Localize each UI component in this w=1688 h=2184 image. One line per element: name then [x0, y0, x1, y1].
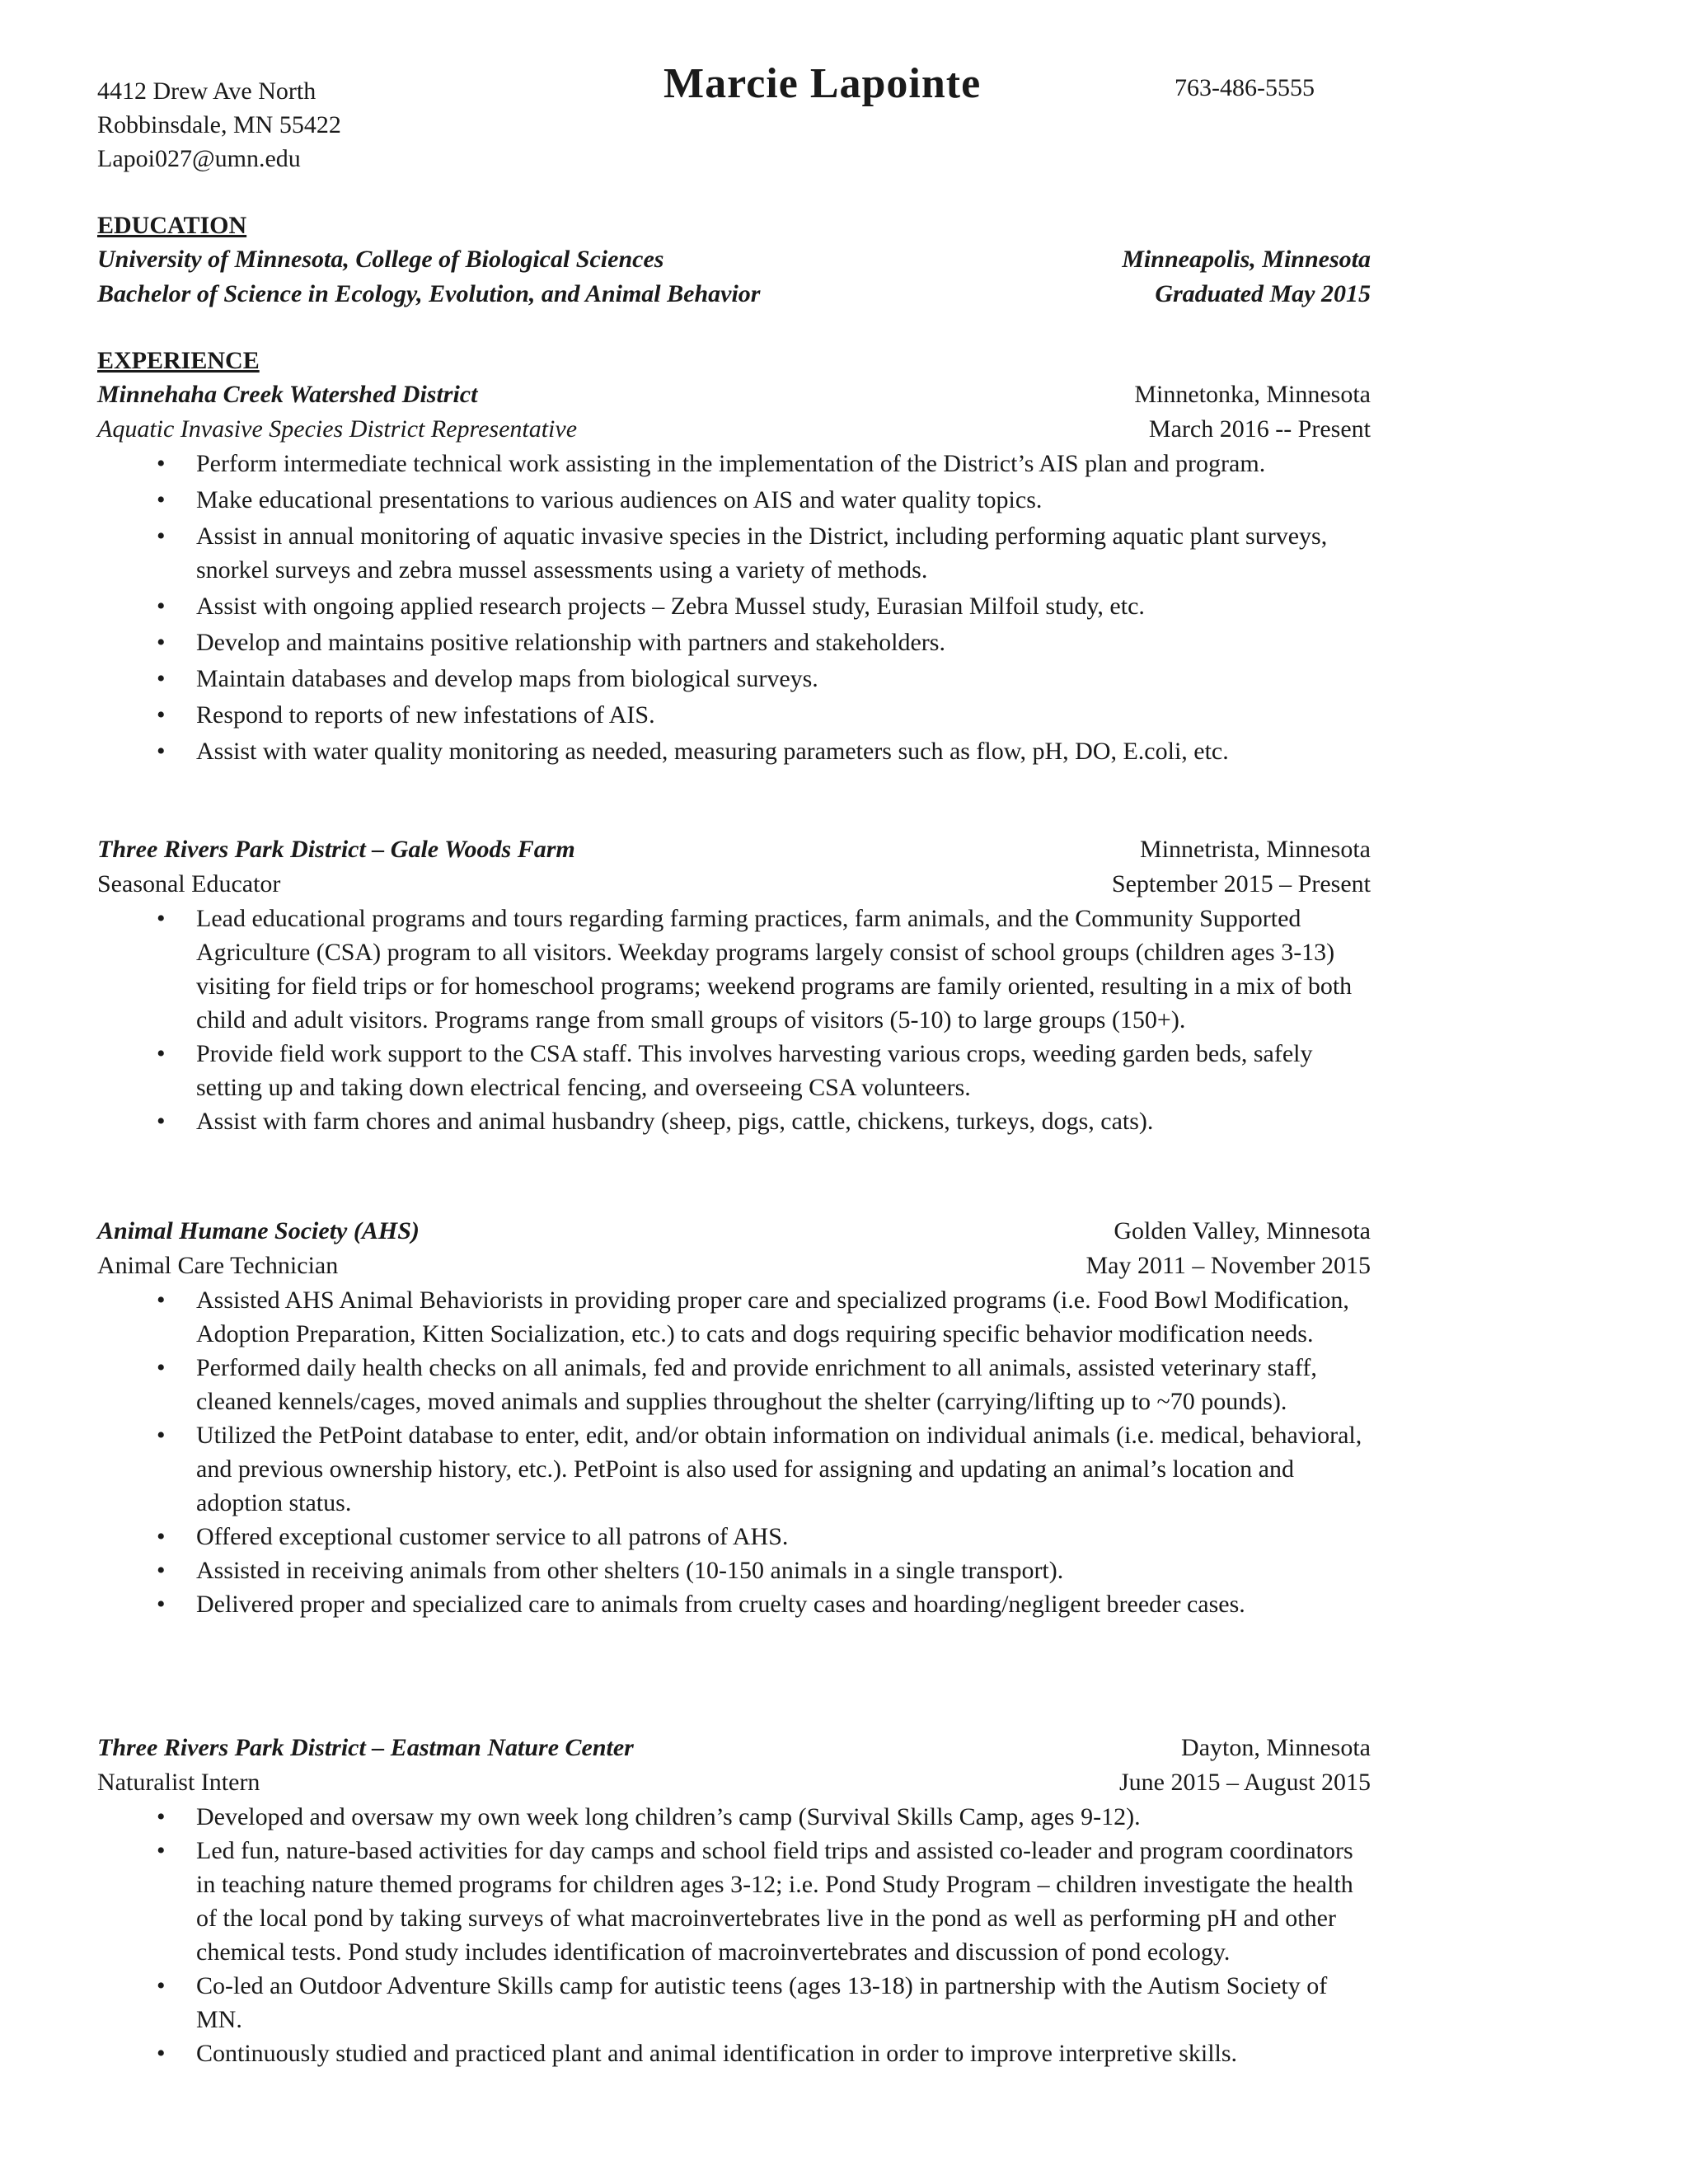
bullet-item: • Assist with ongoing applied research projects – Zebra Mussel study, Eurasian Milfoil study, etc. [97, 589, 1371, 623]
job-dates: June 2015 – August 2015 [1118, 1769, 1371, 1796]
bullet-item: • Performed daily health checks on all animals, fed and provide enrichment to all animals, assisted veterinary staff, cleaned kennels/cages, moved animals and supplies throughout the shelter (carrying/lifting up to ~70 pounds). [97, 1351, 1371, 1418]
bullet-item: • Perform intermediate technical work assisting in the implementation of the District’s AIS plan and program. [97, 447, 1371, 480]
bullet-item: • Led fun, nature-based activities for day camps and school field trips and assisted co-leader and program coordinators in teaching nature themed programs for children ages 3-12; i.e. Pond Study Program – children investigate the health of the local pond by taking surveys of what macroinvertebrates live in the pond as well as performing pH and other chemical tests. Pond study includes identification of macroinvertebrates and discussion of pond ecology. [97, 1834, 1371, 1969]
education-heading: EDUCATION [97, 212, 247, 239]
bullet-item: • Assist in annual monitoring of aquatic invasive species in the District, including performing aquatic plant surveys, snorkel surveys and zebra mussel assessments using a variety of methods. [97, 519, 1371, 587]
job-bullets [97, 447, 1371, 768]
degree: Bachelor of Science in Ecology, Evolution, and Animal Behavior [97, 280, 761, 307]
employer: Animal Humane Society (AHS) [97, 1217, 420, 1244]
experience-heading: EXPERIENCE [97, 347, 260, 374]
bullet-item: • Assist with farm chores and animal husbandry (sheep, pigs, cattle, chickens, turkeys, dogs, cats). [97, 1104, 1371, 1138]
job-title: Aquatic Invasive Species District Representative [97, 415, 578, 443]
job-entry [97, 377, 1371, 771]
job-location: Minnetonka, Minnesota [1134, 381, 1371, 408]
graduation-date: Graduated May 2015 [1155, 280, 1371, 307]
phone-number: 763-486-5555 [1175, 74, 1315, 101]
bullet-item: • Maintain databases and develop maps from biological surveys. [97, 662, 1371, 696]
bullet-item: • Continuously studied and practiced plant and animal identification in order to improve interpretive skills. [97, 2036, 1371, 2070]
experience-section [97, 344, 1371, 377]
school-name: University of Minnesota, College of Biological Sciences [97, 246, 664, 273]
employer: Three Rivers Park District – Gale Woods Farm [97, 836, 575, 863]
bullet-item: • Respond to reports of new infestations of AIS. [97, 698, 1371, 732]
education-section [97, 209, 1371, 312]
email: Lapoi027@umn.edu [97, 145, 301, 172]
job-entry [97, 832, 1371, 1138]
job-dates: May 2011 – November 2015 [1085, 1252, 1371, 1279]
job-title: Animal Care Technician [97, 1252, 339, 1279]
job-dates: September 2015 – Present [1111, 870, 1371, 898]
job-location: Golden Valley, Minnesota [1114, 1217, 1371, 1244]
contact-block [97, 74, 341, 176]
school-location: Minneapolis, Minnesota [1122, 246, 1371, 273]
job-entry [97, 1731, 1371, 2070]
bullet-item: • Make educational presentations to various audiences on AIS and water quality topics. [97, 483, 1371, 517]
job-location: Dayton, Minnesota [1181, 1734, 1371, 1761]
employer: Three Rivers Park District – Eastman Nature Center [97, 1734, 634, 1761]
job-title: Naturalist Intern [97, 1769, 260, 1796]
job-dates: March 2016 -- Present [1148, 415, 1371, 443]
bullet-item: • Offered exceptional customer service to all patrons of AHS. [97, 1520, 1371, 1554]
bullet-item: • Developed and oversaw my own week long children’s camp (Survival Skills Camp, ages 9-12). [97, 1800, 1371, 1834]
bullet-item: • Co-led an Outdoor Adventure Skills camp for autistic teens (ages 13-18) in partnership with the Autism Society of MN. [97, 1969, 1371, 2036]
bullet-item: • Delivered proper and specialized care to animals from cruelty cases and hoarding/negligent breeder cases. [97, 1587, 1371, 1621]
job-entry [97, 1214, 1371, 1621]
employer: Minnehaha Creek Watershed District [97, 381, 478, 408]
job-bullets [97, 902, 1371, 1138]
address-line-1: 4412 Drew Ave North [97, 77, 316, 105]
bullet-item: • Lead educational programs and tours regarding farming practices, farm animals, and the Community Supported Agriculture (CSA) program to all visitors. Weekday programs largely consist of school groups (children ages 3-13) visiting for field trips or for homeschool programs; weekend programs are family oriented, resulting in a mix of both child and adult visitors. Programs range from small groups of visitors (5-10) to large groups (150+). [97, 902, 1371, 1037]
bullet-item: • Develop and maintains positive relationship with partners and stakeholders. [97, 626, 1371, 659]
bullet-item: • Assist with water quality monitoring as needed, measuring parameters such as flow, pH, DO, E.coli, etc. [97, 734, 1371, 768]
job-bullets [97, 1800, 1371, 2070]
job-title: Seasonal Educator [97, 870, 281, 898]
bullet-item: • Provide field work support to the CSA staff. This involves harvesting various crops, weeding garden beds, safely setting up and taking down electrical fencing, and overseeing CSA volunteers. [97, 1037, 1371, 1104]
bullet-item: • Assisted in receiving animals from other shelters (10-150 animals in a single transport). [97, 1554, 1371, 1587]
job-bullets [97, 1283, 1371, 1621]
candidate-name: Marcie Lapointe [663, 60, 982, 107]
address-line-2: Robbinsdale, MN 55422 [97, 111, 341, 138]
job-location: Minnetrista, Minnesota [1140, 836, 1371, 863]
bullet-item: • Utilized the PetPoint database to enter, edit, and/or obtain information on individual animals (i.e. medical, behavioral, and previous ownership history, etc.). PetPoint is also used for assigning and updating an animal’s location and adoption status. [97, 1418, 1371, 1520]
bullet-item: • Assisted AHS Animal Behaviorists in providing proper care and specialized programs (i.e. Food Bowl Modification, Adoption Preparation, Kitten Socialization, etc.) to cats and dogs requiring specific behavior modification needs. [97, 1283, 1371, 1351]
